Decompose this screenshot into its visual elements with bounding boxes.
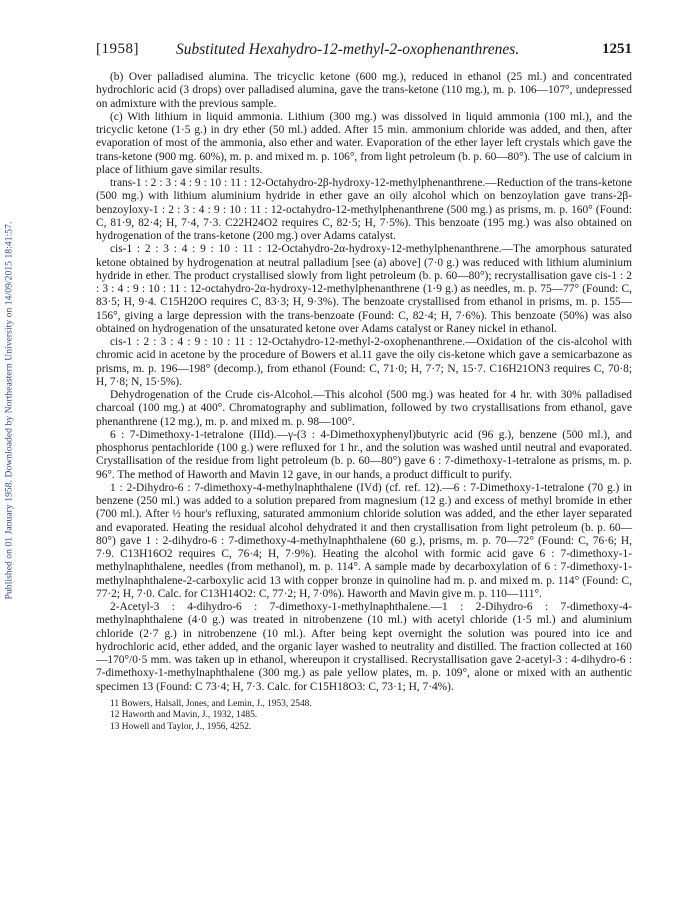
paragraph-cis-octahydro-hydroxy: cis-1 : 2 : 3 : 4 : 9 : 10 : 11 : 12-Octahydro-2α-hydroxy-12-methylphenanthrene.—The amorphous saturated ketone obtained by hydrogenation at neutral palladium [see (a) above] (7·0 g.) was reduced with lithium aluminium hydride in ether. The product crystallised slowly from light petroleum (b. p. 60—80°); recrystallisation gave cis-1 : 2 : 3 : 4 : 9 : 10 : 11 : 12-octahydro-2α-hydroxy-12-methylphenanthrene (1·9 g.) as needles, m. p. 75—77° (Found: C, 83·5; H, 9·4. C15H20O requires C, 83·3; H, 9·3%). The benzoate crystallised from ethanol in prisms, m. p. 155—156°, giving a large depression with the trans-benzoate (Found: C, 82·4; H, 7·6%). This benzoate (50%) was also obtained on hydrogenation of the unsaturated ketone over Adams catalyst or Raney nickel in ethanol.: [96, 243, 632, 335]
paragraph-acetyl-naphthalene: 2-Acetyl-3 : 4-dihydro-6 : 7-dimethoxy-1-methylnaphthalene.—1 : 2-Dihydro-6 : 7-dimethoxy-4-methylnaphthalene (4·0 g.) was treated in nitrobenzene (10 ml.) with acetyl chloride (1·5 ml.) and aluminium chloride (2·7 g.) in nitrobenzene (10 ml.). After being kept overnight the solution was poured into ice and hydrochloric acid, ether added, and the organic layer washed to neutrality and distilled. The fraction collected at 160—170°/0·5 mm. was taken up in ethanol, whereupon it crystallised. Recrystallisation gave 2-acetyl-3 : 4-dihydro-6 : 7-dimethoxy-1-methylnaphthalene (300 mg.) as pale yellow plates, m. p. 109°, alone or mixed with an authentic specimen 13 (Found: C 73·4; H, 7·3. Calc. for C15H18O3: C, 73·1; H, 7·4%).: [96, 601, 632, 693]
reference-item: 13 Howell and Taylor, J., 1956, 4252.: [110, 721, 252, 732]
paragraph-dimethoxy-tetralone: 6 : 7-Dimethoxy-1-tetralone (IIId).—γ-(3 : 4-Dimethoxyphenyl)butyric acid (96 g.), benzene (500 ml.), and phosphorus pentachloride (100 g.) were refluxed for 1 hr., and the solution was washed until neutral and evaporated. Crystallisation of the residue from light petroleum (b. p. 60—80°) gave 6 : 7-dimethoxy-1-tetralone as prisms, m. p. 96°. The method of Haworth and Mavin 12 gave, in our hands, a product difficult to purify.: [96, 428, 632, 481]
running-header: [96, 41, 632, 61]
footnote-references: [96, 699, 632, 734]
article-body: [96, 71, 632, 734]
reference-item: 11 Bowers, Halsall, Jones, and Lemin, J., 1953, 2548.: [110, 698, 312, 709]
paragraph-lithium-ammonia: (c) With lithium in liquid ammonia. Lithium (300 mg.) was dissolved in liquid ammonia (100 ml.), and the tricyclic ketone (1·5 g.) in dry ether (50 ml.) added. After 15 min. ammonium chloride was added, and then, after evaporation of most of the ammonia, also ether and water. Evaporation of the ether layer left crystals which gave the trans-ketone (900 mg. 60%), m. p. and mixed m. p. 106°, from light petroleum (b. p. 60—80°). The use of calcium in place of lithium gave similar results.: [96, 110, 632, 176]
paragraph-cis-oxophenanthrene: cis-1 : 2 : 3 : 4 : 9 : 10 : 11 : 12-Octahydro-12-methyl-2-oxophenanthrene.—Oxidation of the cis-alcohol with chromic acid in acetone by the procedure of Bowers et al.11 gave the oily cis-ketone which gave a semicarbazone as prisms, m. p. 196—198° (decomp.), from ethanol (Found: C, 71·0; H, 7·7; N, 15·7. C16H21ON3 requires C, 70·8; H, 7·8; N, 15·5%).: [96, 336, 632, 388]
download-notice-text: Published on 01 January 1958. Downloaded by Northeastern University on 14/09/2015 18:41:57.: [3, 221, 15, 599]
paragraph-palladised-alumina: (b) Over palladised alumina. The tricyclic ketone (600 mg.), reduced in ethanol (25 ml.) and concentrated hydrochloric acid (3 drops) over palladised alumina, gave the trans-ketone (110 mg.), m. p. 106—107°, undepressed on admixture with the previous sample.: [96, 71, 632, 110]
header-year: [1958]: [96, 41, 139, 57]
paragraph-trans-octahydro: trans-1 : 2 : 3 : 4 : 9 : 10 : 11 : 12-Octahydro-2β-hydroxy-12-methylphenanthrene.—Reduction of the trans-ketone (500 mg.) with lithium aluminium hydride in ether gave an oily alcohol which on benzoylation gave trans-2β-benzoyloxy-1 : 2 : 3 : 4 : 9 : 10 : 11 : 12-octahydro-12-methylphenanthrene (500 mg.) as prisms, m. p. 160° (Found: C, 81·9, 82·4; H, 7·4, 7·3. C22H24O2 requires C, 82·5; H, 7·5%). This benzoate (195 mg.) was also obtained on hydrogenation of the trans-ketone (200 mg.) over Adams catalyst.: [96, 177, 632, 242]
paragraph-dihydro-naphthalene: 1 : 2-Dihydro-6 : 7-dimethoxy-4-methylnaphthalene (IVd) (cf. ref. 12).—6 : 7-Dimethoxy-1-tetralone (70 g.) in benzene (250 ml.) was added to a solution prepared from magnesium (12 g.) and excess of methyl bromide in ether (700 ml.). After ½ hour's refluxing, saturated ammonium chloride solution was added, and the ether layer separated and evaporated. Heating the residual alcohol dehydrated it and then crystallisation from light petroleum (b. p. 60—80°) gave 1 : 2-dihydro-6 : 7-dimethoxy-4-methylnaphthalene (60 g.), prisms, m. p. 70—72° (Found: C, 76·6; H, 7·9. C13H16O2 requires C, 76·4; H, 7·9%). Heating the alcohol with formic acid gave 6 : 7-dimethoxy-1-methylnaphthalene, needles (from methanol), m. p. 114°. A sample made by decarboxylation of 6 : 7-dimethoxy-1-methylnaphthalene-2-carboxylic acid 13 with copper bronze in quinoline had m. p. and mixed m. p. 114° (Found: C, 77·2; H, 7·0. Calc. for C13H14O2: C, 77·2; H, 7·0%). Haworth and Mavin give m. p. 110—111°.: [96, 481, 632, 600]
paragraph-dehydrogenation: Dehydrogenation of the Crude cis-Alcohol.—This alcohol (500 mg.) was heated for 4 hr. with 30% palladised charcoal (100 mg.) at 400°. Chromatography and sublimation, followed by two crystallisations from ethanol, gave phenanthrene (12 mg.), m. p. and mixed m. p. 98—100°.: [96, 389, 632, 428]
page-number: 1251: [602, 41, 632, 57]
reference-item: 12 Haworth and Mavin, J., 1932, 1485.: [110, 710, 258, 721]
header-title: Substituted Hexahydro-12-methyl-2-oxophenanthrenes.: [176, 41, 520, 58]
download-notice: [2, 130, 16, 690]
